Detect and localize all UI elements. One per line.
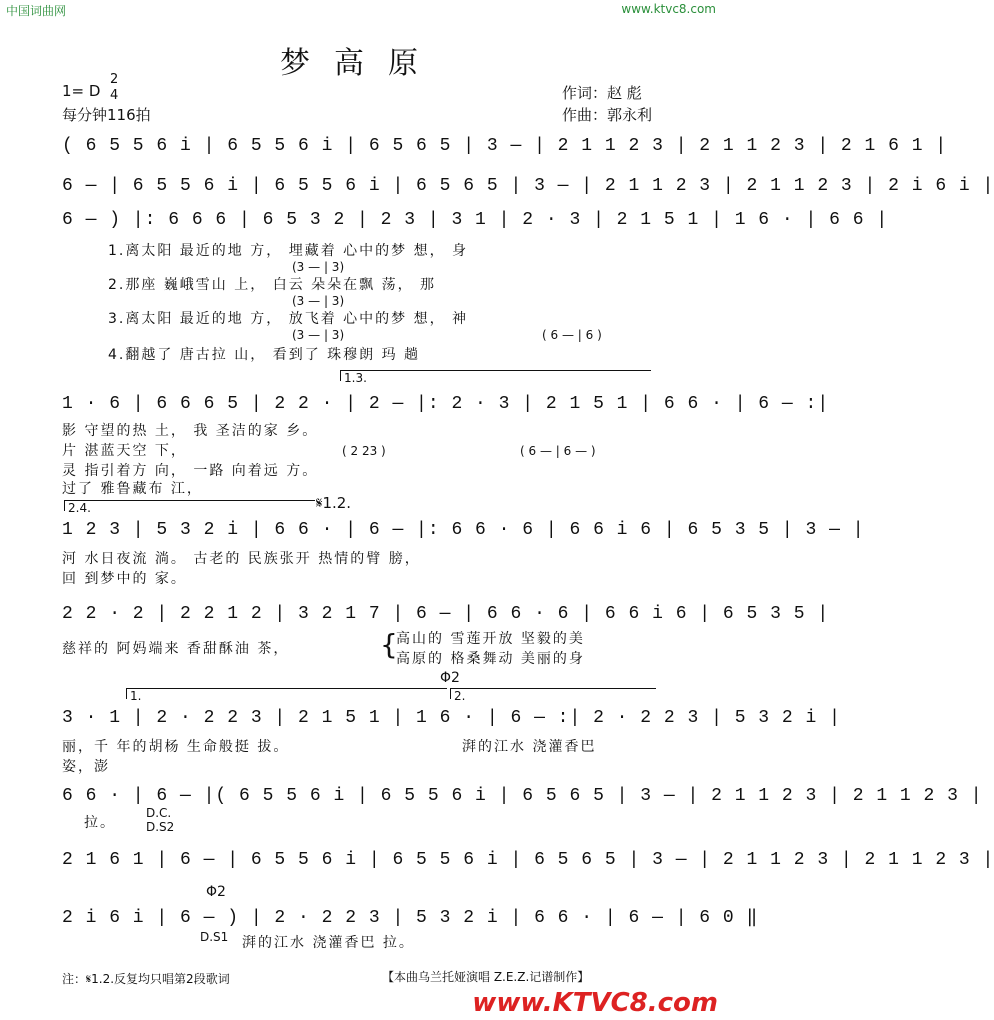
brace-mark: { xyxy=(380,628,398,661)
ending-bracket-1 xyxy=(126,688,447,699)
verse-line-e2: 姿，澎 xyxy=(62,759,110,775)
footnote: 注：𝄋1.2.反复均只唱第2段歌词 xyxy=(62,972,230,986)
paren-mark-2: ( 2 23 ) xyxy=(342,444,386,458)
verse-1-line-a: 1.离太阳 最近的地 方， 埋藏着 心中的梦 想， 身 xyxy=(108,243,469,259)
ds2-mark: D.S2 xyxy=(146,820,175,834)
verse-4-line-a: 4.翻越了 唐古拉 山， 看到了 珠穆朗 玛 趟 xyxy=(108,347,421,363)
tempo-marking: 每分钟116拍 xyxy=(62,106,151,124)
verse-1-line-b: 影 守望的热 土， 我 圣洁的家 乡。 xyxy=(62,423,319,439)
dc-mark: D.C. xyxy=(146,806,172,820)
ending-label-24: 2.4. xyxy=(68,501,91,515)
ds1-mark: D.S1 xyxy=(200,930,229,944)
ending-label-1: 1. xyxy=(130,689,142,703)
lyricist-credit: 作词：赵 彪 xyxy=(562,84,642,102)
verse-line-d-right-1: 高山的 雪莲开放 坚毅的美 xyxy=(396,631,585,647)
tuplet-mark-3: (3 — | 3) xyxy=(292,328,345,342)
page-title: 梦高原 xyxy=(280,46,442,81)
notation-row-10: 2 i 6 i | 6 — ) | 2 · 2 2 3 | 5 3 2 i | 6 6 · | 6 — | 6 0 ‖ xyxy=(62,908,759,928)
ending-bracket-24 xyxy=(64,500,315,511)
verse-2-line-a: 2.那座 巍峨雪山 上， 白云 朵朵在飘 荡， 那 xyxy=(108,277,437,293)
ending-bracket-2 xyxy=(450,688,656,699)
notation-row-2: 6 — | 6 5 5 6 i | 6 5 5 6 i | 6 5 6 5 | 3 — | 2 1 1 2 3 | 2 1 1 2 3 | 2 i 6 i | xyxy=(62,176,994,196)
tuplet-mark-1: (3 — | 3) xyxy=(292,260,345,274)
paren-mark-3: ( 6 — | 6 — ) xyxy=(520,444,596,458)
verse-line-g: 湃的江水 浇灌香巴 拉。 xyxy=(242,935,415,951)
watermark-left: 中国词曲网 xyxy=(6,4,67,18)
ending-bracket-13 xyxy=(340,370,651,381)
verse-line-d: 慈祥的 阿妈端来 香甜酥油 茶， xyxy=(62,641,290,657)
time-signature-top: 2 xyxy=(110,72,119,87)
watermark-right[interactable]: www.ktvc8.com xyxy=(621,2,716,16)
notation-row-1: ( 6 5 5 6 i | 6 5 5 6 i | 6 5 6 5 | 3 — | 2 1 1 2 3 | 2 1 1 2 3 | 2 1 6 1 | xyxy=(62,136,948,156)
coda-mark-2: Φ2 xyxy=(206,884,226,900)
attribution: 【本曲乌兰托娅演唱 Z.E.Z.记谱制作】 xyxy=(382,970,590,984)
verse-line-e1: 丽，千 年的胡杨 生命般挺 拔。 xyxy=(62,739,290,755)
ending-label-13: 1.3. xyxy=(344,371,367,385)
notation-row-4: 1 · 6 | 6 6 6 5 | 2 2 · | 2 — |: 2 · 3 | 2 1 5 1 | 6 6 · | 6 — :| xyxy=(62,394,830,414)
notation-row-3: 6 — ) |: 6 6 6 | 6 5 3 2 | 2 3 | 3 1 | 2 · 3 | 2 1 5 1 | 1 6 · | 6 6 | xyxy=(62,210,889,230)
tuplet-mark-2: (3 — | 3) xyxy=(292,294,345,308)
verse-line-c1: 河 水日夜流 淌。 古老的 民族张开 热情的臂 膀， xyxy=(62,551,421,567)
notation-row-7: 3 · 1 | 2 · 2 2 3 | 2 1 5 1 | 1 6 · | 6 — :| 2 · 2 2 3 | 5 3 2 i | xyxy=(62,708,841,728)
site-logo[interactable]: www.KTVC8.com xyxy=(472,988,718,1018)
ending-label-2: 2. xyxy=(454,689,466,703)
key-signature: 1= D xyxy=(62,82,101,100)
composer-credit: 作曲：郭永利 xyxy=(562,106,653,124)
notation-row-5: 1 2 3 | 5 3 2 i | 6 6 · | 6 — |: 6 6 · 6 | 6 6 i 6 | 6 5 3 5 | 3 — | xyxy=(62,520,865,540)
paren-mark-1: ( 6 — | 6 ) xyxy=(542,328,602,342)
verse-3-line-b: 灵 指引着方 向， 一路 向着远 方。 xyxy=(62,463,319,479)
verse-line-f: 拉。 xyxy=(84,815,116,831)
notation-row-8: 6 6 · | 6 — |( 6 5 5 6 i | 6 5 5 6 i | 6 5 6 5 | 3 — | 2 1 1 2 3 | 2 1 1 2 3 | xyxy=(62,786,983,806)
verse-2-line-b: 片 湛蓝天空 下， xyxy=(62,443,187,459)
time-signature-bottom: 4 xyxy=(110,88,119,103)
verse-line-d-right-2: 高原的 格桑舞动 美丽的身 xyxy=(396,651,585,667)
verse-line-e-right: 湃的江水 浇灌香巴 xyxy=(462,739,597,755)
segno-mark: 𝄋1.2. xyxy=(316,494,352,512)
notation-row-6: 2 2 · 2 | 2 2 1 2 | 3 2 1 7 | 6 — | 6 6 · 6 | 6 6 i 6 | 6 5 3 5 | xyxy=(62,604,830,624)
verse-line-c2: 回 到梦中的 家。 xyxy=(62,571,187,587)
coda-mark-1: Φ2 xyxy=(440,670,460,686)
notation-row-9: 2 1 6 1 | 6 — | 6 5 5 6 i | 6 5 5 6 i | 6 5 6 5 | 3 — | 2 1 1 2 3 | 2 1 1 2 3 | xyxy=(62,850,994,870)
verse-4-line-b: 过了 雅鲁藏布 江， xyxy=(62,481,203,497)
verse-3-line-a: 3.离太阳 最近的地 方， 放飞着 心中的梦 想， 神 xyxy=(108,311,469,327)
